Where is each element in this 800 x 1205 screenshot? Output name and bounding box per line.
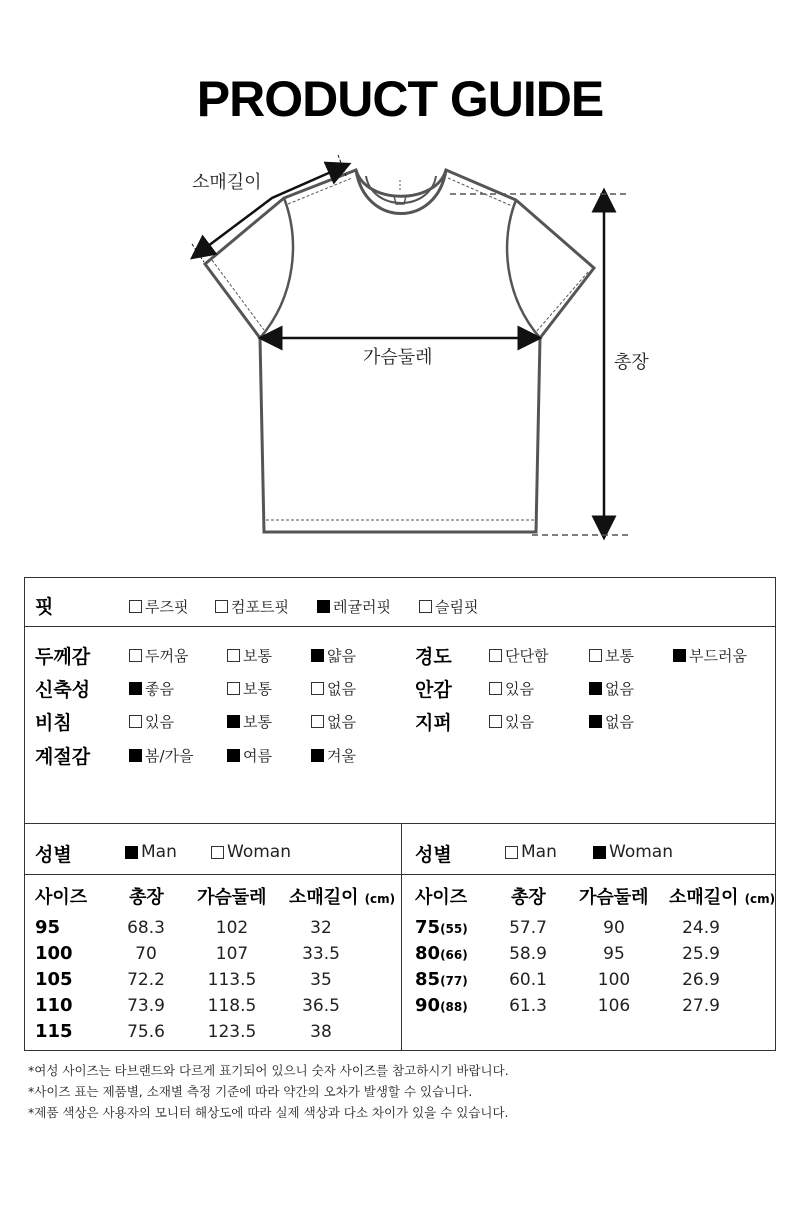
firmness-option-normal[interactable]: 보통 [589, 645, 634, 666]
men-gender-option-woman[interactable]: Woman [211, 842, 291, 862]
elasticity-option-good[interactable]: 좋음 [129, 678, 174, 699]
checkbox-icon [505, 846, 518, 859]
checkbox-icon [129, 749, 142, 762]
women-size-cell: 80(66) [415, 943, 468, 964]
checkbox-icon [227, 682, 240, 695]
thickness-option-thin[interactable]: 얇음 [311, 645, 356, 666]
checkbox-icon [589, 715, 602, 728]
season-option-spring-fall[interactable]: 봄/가을 [129, 745, 194, 766]
men-sleeve-cell: 32 [310, 918, 332, 938]
checkbox-icon [489, 649, 502, 662]
lining-option-none[interactable]: 없음 [589, 678, 634, 699]
see-through-option-none[interactable]: 없음 [311, 711, 356, 732]
women-size-cell: 85(77) [415, 969, 468, 990]
page-title: PRODUCT GUIDE [196, 71, 604, 127]
women-sleeve-cell: 24.9 [682, 918, 720, 938]
men-length-cell: 73.9 [127, 996, 165, 1016]
checkbox-icon [311, 715, 324, 728]
checkbox-icon [489, 682, 502, 695]
men-length-cell: 70 [135, 944, 157, 964]
women-header-size: 사이즈 [415, 887, 468, 908]
firmness-label: 경도 [415, 646, 452, 668]
women-length-cell: 61.3 [509, 996, 547, 1016]
men-length-cell: 75.6 [127, 1022, 165, 1042]
firmness-option-soft[interactable]: 부드러움 [673, 645, 747, 666]
men-size-cell: 100 [35, 943, 73, 964]
women-gender-option-woman[interactable]: Woman [593, 842, 673, 862]
notes [28, 1060, 509, 1123]
men-header-length: 총장 [129, 887, 164, 908]
men-size-cell: 95 [35, 917, 61, 938]
women-length-cell: 57.7 [509, 918, 547, 938]
chest-label: 가슴둘레 [363, 347, 433, 368]
women-sleeve-cell: 27.9 [682, 996, 720, 1016]
checkbox-icon [129, 649, 142, 662]
note-line: *제품 색상은 사용자의 모니터 해상도에 따라 실제 색상과 다소 차이가 있을 수 있습니다. [28, 1105, 509, 1120]
divider [25, 823, 775, 824]
men-size-cell: 115 [35, 1021, 73, 1042]
checkbox-icon [317, 600, 330, 613]
checkbox-icon [215, 600, 228, 613]
thickness-label: 두께감 [35, 646, 91, 668]
checkbox-icon [593, 846, 606, 859]
thickness-option-thick[interactable]: 두꺼움 [129, 645, 188, 666]
men-header-sleeve: 소매길이 (cm) [289, 887, 396, 908]
fit-option-slim[interactable]: 슬림핏 [419, 596, 478, 617]
checkbox-icon [311, 649, 324, 662]
men-chest-cell: 123.5 [207, 1022, 257, 1042]
checkbox-icon [129, 715, 142, 728]
men-size-cell: 105 [35, 969, 73, 990]
women-length-cell: 60.1 [509, 970, 547, 990]
product-guide-table [24, 577, 776, 1051]
note-line: *여성 사이즈는 타브랜드와 다르게 표기되어 있으니 숫자 사이즈를 참고하시기 바랍니다. [28, 1063, 509, 1078]
zipper-option-yes[interactable]: 있음 [489, 711, 534, 732]
men-sleeve-cell: 36.5 [302, 996, 340, 1016]
checkbox-icon [311, 749, 324, 762]
women-gender-label: 성별 [415, 844, 452, 866]
checkbox-icon [129, 682, 142, 695]
checkbox-icon [419, 600, 432, 613]
fit-label: 핏 [35, 596, 54, 618]
lining-option-yes[interactable]: 있음 [489, 678, 534, 699]
checkbox-icon [227, 715, 240, 728]
women-size-cell: 90(88) [415, 995, 468, 1016]
women-chest-cell: 95 [603, 944, 625, 964]
checkbox-icon [311, 682, 324, 695]
divider [25, 626, 775, 627]
elasticity-option-none[interactable]: 없음 [311, 678, 356, 699]
women-sleeve-cell: 25.9 [682, 944, 720, 964]
women-header-chest: 가슴둘레 [579, 887, 649, 908]
season-label: 계절감 [35, 746, 91, 768]
sleeve-length-label: 소매길이 [192, 172, 262, 193]
women-gender-option-man[interactable]: Man [505, 842, 557, 862]
season-option-winter[interactable]: 겨울 [311, 745, 356, 766]
see-through-option-normal[interactable]: 보통 [227, 711, 272, 732]
women-chest-cell: 100 [597, 970, 631, 990]
men-length-cell: 72.2 [127, 970, 165, 990]
firmness-option-firm[interactable]: 단단함 [489, 645, 548, 666]
checkbox-icon [125, 846, 138, 859]
checkbox-icon [589, 649, 602, 662]
see-through-label: 비침 [35, 712, 72, 734]
fit-option-loose[interactable]: 루즈핏 [129, 596, 188, 617]
men-sleeve-cell: 38 [310, 1022, 332, 1042]
see-through-option-yes[interactable]: 있음 [129, 711, 174, 732]
total-length-label: 총장 [614, 352, 649, 373]
men-chest-cell: 107 [215, 944, 249, 964]
fit-option-regular[interactable]: 레귤러핏 [317, 596, 391, 617]
checkbox-icon [211, 846, 224, 859]
divider [401, 823, 402, 1051]
thickness-option-normal[interactable]: 보통 [227, 645, 272, 666]
checkbox-icon [227, 749, 240, 762]
women-sleeve-cell: 26.9 [682, 970, 720, 990]
men-chest-cell: 118.5 [207, 996, 257, 1016]
women-chest-cell: 106 [597, 996, 631, 1016]
men-size-cell: 110 [35, 995, 73, 1016]
checkbox-icon [227, 649, 240, 662]
men-chest-cell: 102 [215, 918, 249, 938]
men-gender-label: 성별 [35, 844, 72, 866]
note-line: *사이즈 표는 제품별, 소재별 측정 기준에 따라 약간의 오차가 발생할 수 있습니다. [28, 1084, 473, 1099]
elasticity-option-normal[interactable]: 보통 [227, 678, 272, 699]
women-header-sleeve: 소매길이 (cm) [669, 887, 776, 908]
men-chest-cell: 113.5 [207, 970, 257, 990]
elasticity-label: 신축성 [35, 679, 91, 701]
women-chest-cell: 90 [603, 918, 625, 938]
men-gender-option-man[interactable]: Man [125, 842, 177, 862]
zipper-label: 지퍼 [415, 712, 452, 734]
checkbox-icon [129, 600, 142, 613]
zipper-option-none[interactable]: 없음 [589, 711, 634, 732]
women-size-cell: 75(55) [415, 917, 468, 938]
checkbox-icon [489, 715, 502, 728]
checkbox-icon [589, 682, 602, 695]
men-header-chest: 가슴둘레 [197, 887, 267, 908]
women-length-cell: 58.9 [509, 944, 547, 964]
men-sleeve-cell: 33.5 [302, 944, 340, 964]
season-option-summer[interactable]: 여름 [227, 745, 272, 766]
fit-option-comfort[interactable]: 컴포트핏 [215, 596, 289, 617]
divider [25, 874, 775, 875]
men-length-cell: 68.3 [127, 918, 165, 938]
men-header-size: 사이즈 [35, 887, 88, 908]
men-sleeve-cell: 35 [310, 970, 332, 990]
lining-label: 안감 [415, 679, 452, 701]
checkbox-icon [673, 649, 686, 662]
women-header-length: 총장 [511, 887, 546, 908]
